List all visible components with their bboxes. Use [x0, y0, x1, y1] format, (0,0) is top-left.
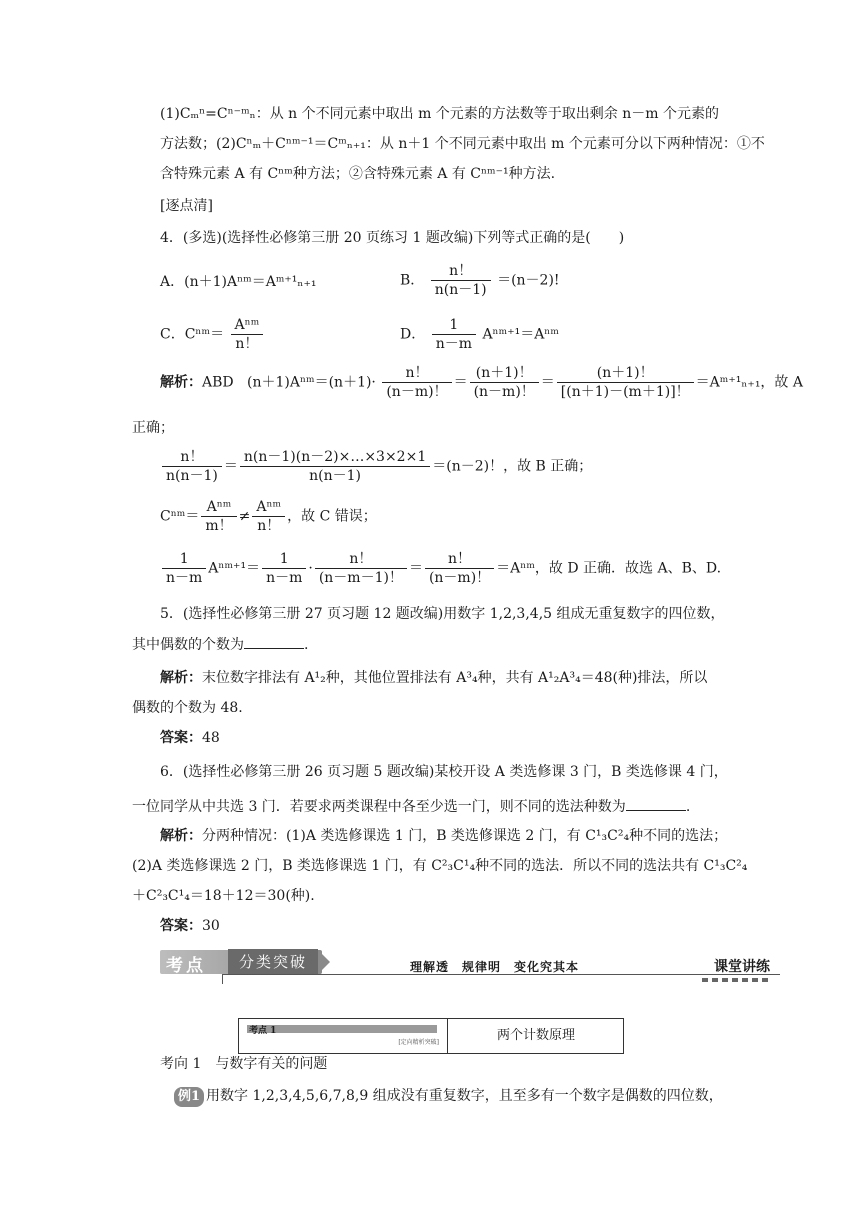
q6-analysis-1-text: 分两种情况：(1)A 类选修课选 1 门，B 类选修课选 2 门，有 C¹₃C²₄种不同的选法； — [202, 828, 728, 844]
sol4-f2-den: n－m — [266, 570, 303, 586]
q6-answer-label: 答案： — [160, 918, 202, 934]
kaodian-label — [249, 1023, 276, 1036]
sol3-mid: ≠ — [238, 508, 251, 525]
q5-answer-blank — [244, 634, 304, 649]
kaodian-subtitle: [定向精析突破] — [398, 1039, 439, 1046]
kaodian-number: 1 — [270, 1026, 277, 1036]
sol4-f1-den: n－m — [166, 570, 203, 586]
q4-stem: 4．(多选)(选择性必修第三册 20 页练习 1 题改编)下列等式正确的是( ) — [160, 230, 625, 246]
sol1-frac-3 — [557, 364, 694, 401]
q4-option-b-rhs: ＝(n－2)! — [497, 272, 560, 289]
q6-analysis-2: (2)A 类选修课选 2 门，B 类选修课选 1 门，有 C²₃C¹₄种不同的选法．所以不同的选法共有 C¹₃C²₄ — [132, 858, 748, 874]
sol3-f1-den: m！ — [205, 518, 233, 534]
banner-vrule — [222, 974, 223, 984]
q4-option-d-rhs: Aⁿᵐ⁺¹＝Aⁿᵐ — [482, 326, 559, 343]
sol1-pre: (n＋1)Aⁿᵐ＝(n＋1)· — [246, 374, 376, 391]
q5-stem-2 — [132, 634, 308, 655]
q4-option-d-label: D． — [400, 326, 426, 343]
q4-solution-line-2: $\frac{n!}{n(n-1)}$ ＝ $\frac{n(n-1)(n-2)\times\dots\times 3\times 2\times 1}{n(n-1)}$ ＝(n－2)！，故 B 正确； — [160, 448, 592, 485]
example-line — [174, 1086, 723, 1107]
sol3-f2-den: n！ — [257, 518, 281, 534]
q5-analysis-2: 偶数的个数为 48. — [132, 700, 243, 716]
banner-arrow — [318, 950, 330, 974]
intro-line-2: 方法数；(2)Cⁿₘ＋Cⁿᵐ⁻¹＝Cᵐₙ₊₁：从 n＋1 个不同元素中取出 m 个元素可分以下两种情况：①不 — [160, 136, 765, 152]
sol4-a: Aⁿᵐ⁺¹＝ — [208, 560, 261, 577]
q4-option-b-fraction — [431, 262, 491, 299]
q5-stem-1: 5．(选择性必修第三册 27 页习题 12 题改编)用数字 1,2,3,4,5 组成无重复数字的四位数， — [160, 606, 725, 622]
sol1-tail: 正确； — [132, 420, 174, 436]
sol4-frac-1 — [162, 550, 206, 587]
q6-stem-2-text: 一位同学从中共选 3 门．若要求两类课程中各至少选一门，则不同的选法种数为 — [132, 799, 626, 815]
sol2-frac-1 — [162, 448, 222, 485]
sol1-f1-num: n！ — [382, 364, 451, 383]
kaodian-box — [238, 1018, 624, 1054]
sol4-f4-num: n！ — [425, 550, 494, 569]
sol1-f3-den: [(n＋1)－(m＋1)]！ — [560, 384, 690, 400]
sol2-f2-den: n(n－1) — [309, 468, 361, 484]
q6-answer — [160, 916, 220, 936]
q4-option-c-fraction — [231, 316, 264, 353]
q4-option-c-label: C．Cⁿᵐ＝ — [160, 326, 225, 343]
q4-option-d-fraction — [432, 316, 476, 353]
q4-option-d-num: 1 — [432, 316, 476, 335]
sol4-f4-den: (n－m)！ — [428, 570, 491, 586]
q4-option-b — [400, 262, 560, 299]
q4-option-c — [160, 316, 265, 353]
example-text: 用数字 1,2,3,4,5,6,7,8,9 组成没有重复数字，且至多有一个数字是偶数的四位数， — [206, 1088, 723, 1104]
q5-analysis-1 — [160, 668, 707, 688]
section-banner — [160, 944, 780, 980]
banner-dash — [702, 978, 772, 982]
q6-analysis-1 — [160, 826, 727, 846]
q4-option-b-label: B． — [400, 272, 425, 289]
sol2-f1-num: n！ — [162, 448, 222, 467]
sol1-f1-den: (n－m)！ — [386, 384, 448, 400]
kaodian-title: 两个计数原理 — [496, 1028, 575, 1043]
sol3-f1-num: Aⁿᵐ — [201, 498, 236, 517]
sol2-frac-2 — [240, 448, 430, 485]
q4-option-a: A．(n＋1)Aⁿᵐ＝Aᵐ⁺¹ₙ₊₁ — [160, 274, 317, 290]
sol4-f1-num: 1 — [162, 550, 206, 569]
q4-option-d-den: n－m — [435, 336, 472, 352]
sol2-post: ＝(n－2)！，故 B 正确； — [432, 458, 593, 475]
sol1-frac-1 — [382, 364, 451, 401]
banner-label: 分类突破 — [228, 949, 318, 975]
q5-answer-value: 48 — [202, 730, 220, 746]
analysis-label: 解析： — [160, 374, 202, 391]
banner-kaodian: 考点 — [166, 956, 206, 976]
banner-right-title: 课堂讲练 — [714, 959, 770, 975]
sol2-f1-den: n(n－1) — [166, 468, 218, 484]
sol4-post: ＝Aⁿᵐ，故 D 正确．故选 A、B、D. — [496, 560, 722, 577]
sol3-post: ，故 C 错误； — [287, 508, 377, 525]
q5-stem-2-end: . — [304, 637, 309, 653]
q6-answer-blank — [626, 796, 686, 811]
sol3-frac-1 — [201, 498, 236, 535]
intro-line-3: 含特殊元素 A 有 Cⁿᵐ种方法；②含特殊元素 A 有 Cⁿᵐ⁻¹种方法. — [160, 166, 556, 182]
q4-solution-line-3 — [160, 498, 377, 535]
q6-analysis-label: 解析： — [160, 828, 202, 844]
kaoxiang-heading: 考向 1 与数字有关的问题 — [160, 1056, 328, 1072]
q5-answer — [160, 728, 220, 748]
q5-stem-2-text: 其中偶数的个数为 — [132, 637, 244, 653]
q4-option-b-den: n(n－1) — [434, 282, 487, 298]
analysis-answer: ABD — [202, 374, 234, 391]
q4-option-c-num: Aⁿᵐ — [231, 316, 264, 335]
section-tag: [逐点清] — [160, 198, 213, 214]
q4-solution-line-1: 解析：ABD (n＋1)Aⁿᵐ＝(n＋1)· $\frac{n!}{(n-m)!}$ ＝ $\frac{(n+1)!}{(n-m)!}$ ＝ $\frac{(n+1)!}{[(n+1)-(m+1)]!}$ ＝Aᵐ⁺¹ₙ₊₁，故 A — [160, 365, 803, 400]
sol1-f2-num: (n＋1)！ — [470, 364, 539, 383]
q6-analysis-3: ＋C²₃C¹₄＝18＋12＝30(种). — [132, 888, 315, 904]
q5-analysis-1-text: 末位数字排法有 A¹₂种，其他位置排法有 A³₄种，共有 A¹₂A³₄＝48(种)排法，所以 — [202, 670, 708, 686]
q4-option-b-num: n！ — [431, 262, 491, 281]
q5-analysis-label: 解析： — [160, 670, 202, 686]
q5-answer-label: 答案： — [160, 730, 202, 746]
example-badge: 例1 — [174, 1087, 204, 1107]
sol4-f3-den: (n－m－1)！ — [318, 570, 403, 586]
kaodian-box-left — [239, 1019, 448, 1053]
sol1-post: ＝Aᵐ⁺¹ₙ₊₁，故 A — [695, 374, 803, 391]
banner-motto: 理解透 规律明 变化究其本 — [410, 960, 580, 974]
kaodian-label-text: 考点 — [249, 1026, 268, 1036]
sol4-f2-num: 1 — [262, 550, 306, 569]
sol1-f3-num: (n＋1)！ — [557, 364, 694, 383]
q4-solution-line-4: $\frac{1}{n-m}$ Aⁿᵐ⁺¹＝ $\frac{1}{n-m}$ · $\frac{n!}{(n-m-1)!}$ ＝ $\frac{n!}{(n-m)!}$ ＝Aⁿᵐ，故 D 正确．故选 A、B、D. — [160, 550, 721, 587]
intro-line-1: (1)Cₘⁿ=Cⁿ⁻ᵐₙ：从 n 个不同元素中取出 m 个元素的方法数等于取出剩余 n－m 个元素的 — [160, 106, 720, 122]
sol1-frac-2 — [470, 364, 539, 401]
q4-option-d — [400, 316, 559, 353]
sol4-frac-3 — [315, 550, 407, 587]
sol3-frac-2 — [252, 498, 285, 535]
sol3-pre: Cⁿᵐ＝ — [160, 508, 200, 525]
sol3-f2-num: Aⁿᵐ — [252, 498, 285, 517]
sol4-frac-4 — [425, 550, 494, 587]
sol2-f2-num: n(n－1)(n－2)×…×3×2×1 — [240, 448, 430, 467]
q6-answer-value: 30 — [202, 918, 220, 934]
q6-stem-2 — [132, 796, 690, 817]
sol1-f2-den: (n－m)！ — [473, 384, 535, 400]
q6-stem-2-end: . — [685, 799, 691, 815]
q6-stem-1: 6．(选择性必修第三册 26 页习题 5 题改编)某校开设 A 类选修课 3 门，B 类选修课 4 门， — [160, 764, 728, 780]
sol4-f3-num: n！ — [315, 550, 407, 569]
sol4-frac-2 — [262, 550, 306, 587]
q4-option-c-den: n！ — [235, 336, 259, 352]
